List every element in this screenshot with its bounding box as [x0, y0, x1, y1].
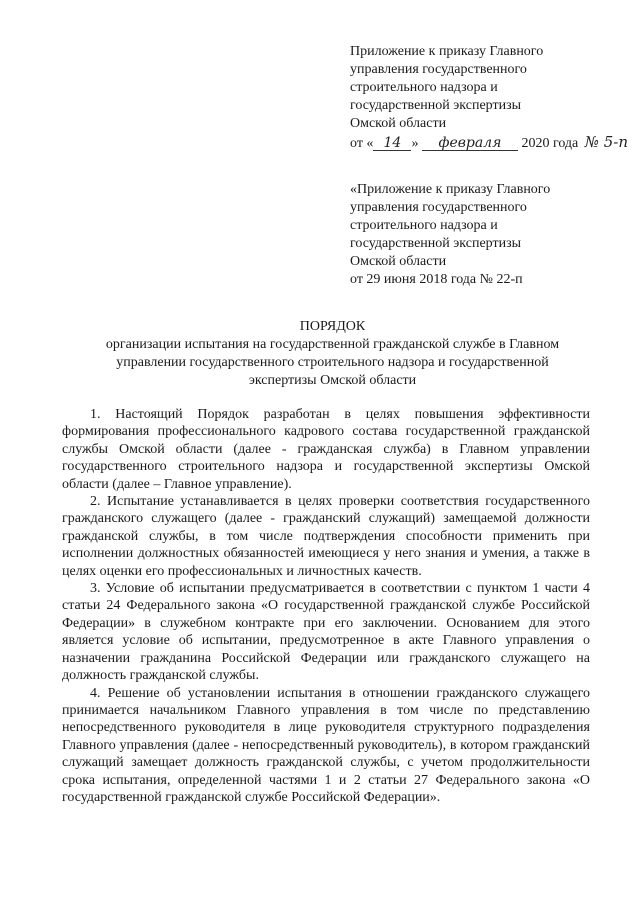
appendix-current-line2: управления государственного: [350, 62, 527, 77]
date-year: 2020 года: [521, 136, 579, 151]
appendix-current-line1: Приложение к приказу Главного: [350, 44, 544, 59]
handwritten-doc-number: № 5-п: [584, 133, 629, 151]
paragraph-2: 2. Испытание устанавливается в целях проверки соответствия государственного гражданского служащего (далее - гражданский служащий) замещаемой должности гражданской службы, в том числе подтверждения способности применить при исполнении должностных обязанностей имеющиеся у него знания и умения, а также в целях оценки его профессиональных и личностных качеств.: [62, 494, 590, 579]
title-line3: экспертизы Омской области: [248, 373, 417, 388]
paragraph-4: 4. Решение об установлении испытания в отношении гражданского служащего принимается начальником Главного управления в том числе по представлению непосредственного руководителя в лице руководителя структурного подразделения Главного управления (далее - непосредственный руководитель), в котором гражданский служащий замещает должность гражданской службы, с учетом продолжительности срока испытания, определенной частями 1 и 2 статьи 27 Федерального закона «О государственной гражданской службе Российской Федерации».: [62, 685, 590, 805]
title-heading: ПОРЯДОК: [299, 319, 366, 334]
document-title: [40, 318, 625, 390]
appendix-current-date-line: [350, 133, 628, 151]
appendix-current-line4: государственной экспертизы: [350, 98, 522, 113]
title-line1: организации испытания на государственной гражданской службе в Главном: [105, 337, 560, 352]
appendix-previous-line1: «Приложение к приказу Главного: [350, 182, 551, 197]
document-body: [62, 406, 590, 806]
date-prefix: от «: [350, 136, 374, 151]
appendix-previous-line2: управления государственного: [350, 200, 527, 215]
appendix-previous-line3: строительного надзора и: [350, 218, 498, 233]
appendix-previous-block: [350, 181, 550, 289]
appendix-previous-line5: Омской области: [350, 254, 447, 269]
appendix-current-line3: строительного надзора и: [350, 80, 498, 95]
handwritten-day: 14: [373, 136, 411, 151]
date-mid: »: [411, 136, 419, 151]
appendix-previous-line6: от 29 июня 2018 года № 22-п: [350, 272, 523, 287]
paragraph-3: 3. Условие об испытании предусматривается в соответствии с пунктом 1 части 4 статьи 24 Федерального закона «О государственной гражданской службе Российской Федерации» в служебном контракте при его заключении. Основанием для этого является условие об испытании, предусмотренное в акте Главного управления о назначении гражданина Российской Федерации или гражданского служащего на должность гражданской службы.: [62, 581, 590, 684]
appendix-current-block: [350, 43, 628, 151]
appendix-previous-line4: государственной экспертизы: [350, 236, 522, 251]
paragraph-1: 1. Настоящий Порядок разработан в целях повышения эффективности формирования профессионального кадрового состава государственной гражданской службы Омской области (далее - гражданская служба) в Главном управлении государственного строительного надзора и государственной экспертизы Омской области (далее – Главное управление).: [62, 407, 590, 492]
appendix-current-line5: Омской области: [350, 116, 447, 131]
handwritten-month: февраля: [422, 136, 518, 151]
title-line2: управлении государственного строительного надзора и государственной: [116, 355, 549, 370]
